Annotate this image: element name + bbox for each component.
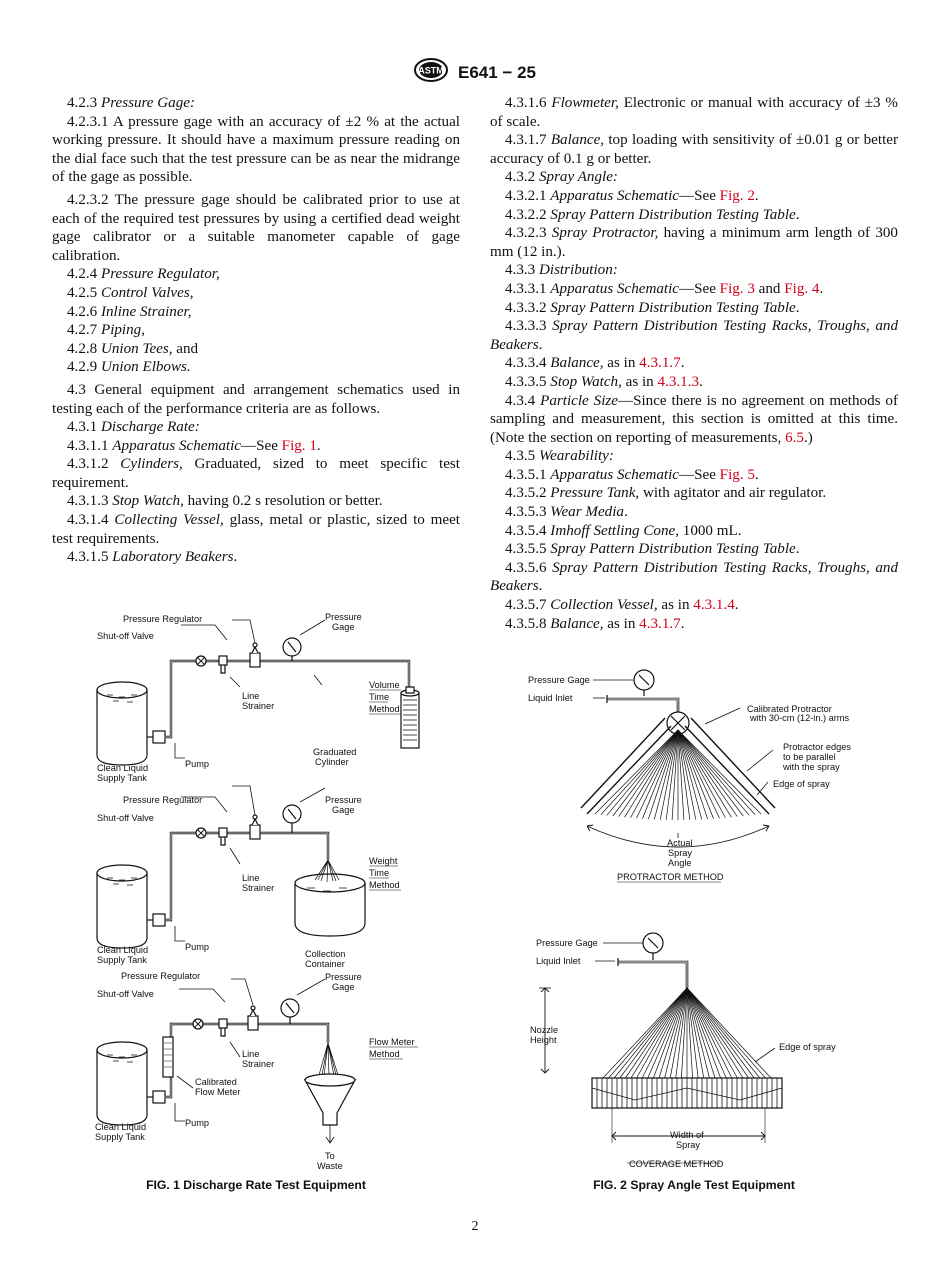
svg-text:Height: Height [530,1035,557,1045]
section-4-2-3: 4.2.3 Pressure Gage: [67,95,196,111]
svg-text:Clean Liquid: Clean Liquid [97,945,149,955]
section-4-2-3-2: 4.2.3.2 The pressure gage should be calibrated prior to use at each of the required test pressures by using a certified dead weight gage calibrator or a suitable manometer capable of gage calibration. [52,191,460,264]
spray-line [595,730,678,814]
section-4-3-2-2: 4.3.2.2 Spray Pattern Distribution Testing Table. [505,206,800,223]
svg-text:Gage: Gage [332,622,355,632]
section-4-3-1-7: 4.3.1.7 Balance, top loading with sensitivity of ±0.01 g or better accuracy of 0.1 g or better. [490,132,898,167]
waste-funnel [305,1080,355,1125]
ref-6-5-link[interactable]: 6.5 [785,429,804,446]
svg-text:Flow Meter: Flow Meter [369,1037,415,1047]
section-4-3-2: 4.3.2 Spray Angle: [505,169,618,186]
svg-text:Liquid Inlet: Liquid Inlet [536,956,581,966]
pressure-regulator [250,653,260,667]
svg-text:ASTM: ASTM [418,65,444,76]
svg-text:Supply Tank: Supply Tank [97,773,147,783]
section-4-3-1-6: 4.3.1.6 Flowmeter, Electronic or manual with accuracy of ±3 % of scale. [490,95,898,130]
spray-line [609,988,687,1078]
svg-text:to be parallel: to be parallel [783,752,836,762]
svg-text:Time: Time [369,692,390,702]
svg-text:Clean Liquid: Clean Liquid [95,1122,147,1132]
spray-line [678,730,720,818]
section-4-3-3-5: 4.3.3.5 Stop Watch, as in 4.3.1.3. [505,373,703,390]
section-4-2-5: 4.2.5 Control Valves, [67,284,194,301]
spray-line [687,988,737,1078]
svg-text:Gage: Gage [332,805,355,815]
svg-text:Shut-off Valve: Shut-off Valve [97,813,154,823]
svg-text:Nozzle: Nozzle [530,1025,559,1035]
svg-text:COVERAGE METHOD: COVERAGE METHOD [629,1159,724,1169]
svg-text:Graduated: Graduated [313,747,357,757]
svg-text:Shut-off Valve: Shut-off Valve [97,631,154,641]
fig-2-caption: FIG. 2 Spray Angle Test Equipment [593,1178,795,1192]
svg-text:Pressure Regulator: Pressure Regulator [121,971,201,981]
svg-text:Waste: Waste [317,1161,343,1171]
section-4-3-2-1: 4.3.2.1 Apparatus Schematic—See Fig. 2. [505,187,759,204]
standard-designation: E641 − 25 [458,62,536,82]
svg-text:To: To [325,1151,335,1161]
spray-line [625,730,678,817]
fig-4-link[interactable]: Fig. 4 [784,280,820,297]
svg-text:Weight: Weight [369,856,398,866]
svg-text:Cylinder: Cylinder [315,757,349,767]
section-4-2-6: 4.2.6 Inline Strainer, [67,303,192,320]
svg-text:Flow Meter: Flow Meter [195,1087,241,1097]
spray-fan-1 [595,730,761,820]
section-4-3: 4.3 General equipment and arrangement schematics used in testing each of the performance criteria are as follows. [52,381,460,417]
spray-fan-2 [603,988,771,1078]
fig-2-diagram [525,668,875,1173]
weight-time-panel [97,786,401,948]
svg-text:Method: Method [369,1049,400,1059]
spray-line [637,988,687,1078]
svg-text:Calibrated Protractor: Calibrated Protractor [747,704,832,714]
svg-text:Line: Line [242,1049,260,1059]
svg-text:Time: Time [369,868,390,878]
fig-1-caption: FIG. 1 Discharge Rate Test Equipment [146,1178,366,1192]
section-4-3-5: 4.3.5 Wearability: [505,448,614,465]
section-4-2-9: 4.2.9 Union Elbows. [67,359,191,376]
section-4-3-3: 4.3.3 Distribution: [505,262,618,279]
fig-1-link[interactable]: Fig. 1 [281,437,317,454]
supply-tank [97,690,147,765]
section-4-3-5-1: 4.3.5.1 Apparatus Schematic—See Fig. 5. [505,466,759,483]
svg-text:Spray: Spray [676,1140,701,1150]
section-4-3-3-3: 4.3.3.3 Spray Pattern Distribution Testing Racks, Troughs, and Beakers. [490,318,898,353]
svg-text:Pressure Regulator: Pressure Regulator [123,795,203,805]
svg-text:Calibrated: Calibrated [195,1077,237,1087]
svg-text:Container: Container [305,959,345,969]
svg-text:Pressure Gage: Pressure Gage [528,675,590,685]
svg-text:Gage: Gage [332,982,355,992]
svg-text:Method: Method [369,880,400,890]
spray-line [678,730,761,814]
spray-line [642,988,687,1078]
svg-text:Width of: Width of [670,1130,704,1140]
section-4-2-3-1: 4.2.3.1 A pressure gage with an accuracy of ±2 % at the actual working pressure. It should have a maximum pressure reading on the dial face such that the test pressure can be as near the midrange of the gage as possible. [52,113,460,186]
astm-logo [414,58,448,87]
section-4-3-1-3: 4.3.1.3 Stop Watch, having 0.2 s resolution or better. [67,493,383,510]
section-4-3-5-6: 4.3.5.6 Spray Pattern Distribution Testing Racks, Troughs, and Beakers. [490,559,898,595]
ref-4-3-1-7-link[interactable]: 4.3.1.7 [639,355,681,372]
spray-line [687,988,771,1078]
section-4-3-4: 4.3.4 Particle Size—Since there is no agreement on methods of sampling and measurement, this section is omitted at this time. (Note the section on reporting of measurements, 6.5.) [490,392,898,446]
section-4-3-1: 4.3.1 Discharge Rate: [67,419,200,436]
protractor-arm-right [685,718,775,814]
section-4-2-4: 4.2.4 Pressure Regulator, [67,266,220,283]
svg-text:Line: Line [242,691,260,701]
svg-text:Strainer: Strainer [242,883,275,893]
svg-text:Edge of spray: Edge of spray [779,1042,836,1052]
pump [153,731,165,743]
section-4-3-5-5: 4.3.5.5 Spray Pattern Distribution Testing Table. [505,541,800,558]
svg-text:Edge of spray: Edge of spray [773,779,830,789]
section-4-3-2-3: 4.3.2.3 Spray Protractor, having a minimum arm length of 300 mm (12 in.). [490,225,898,260]
section-4-3-1-1: 4.3.1.1 Apparatus Schematic—See Fig. 1. [67,437,321,454]
left-column [52,94,460,567]
svg-text:Spray: Spray [668,848,693,858]
section-4-3-5-7: 4.3.5.7 Collection Vessel, as in 4.3.1.4. [505,597,739,614]
svg-text:Strainer: Strainer [242,701,275,711]
fig-5-link[interactable]: Fig. 5 [719,466,755,483]
svg-text:Clean Liquid: Clean Liquid [97,763,149,773]
section-4-3-3-4: 4.3.3.4 Balance, as in 4.3.1.7. [505,355,685,372]
svg-text:Actual: Actual [667,838,693,848]
spray-line [678,730,731,817]
svg-text:Collection: Collection [305,949,346,959]
spray-line [637,730,679,818]
ref-4-3-1-3-link[interactable]: 4.3.1.3 [657,373,700,390]
ref-4-3-1-7b-link[interactable]: 4.3.1.7 [639,615,681,632]
svg-text:Angle: Angle [668,858,692,868]
svg-text:Pressure: Pressure [325,972,362,982]
fig-1-diagram [85,605,435,1180]
section-4-3-1-5: 4.3.1.5 Laboratory Beakers. [67,549,238,566]
right-column [490,94,898,633]
section-4-2-8: 4.2.8 Union Tees, and [67,340,199,357]
svg-text:Strainer: Strainer [242,1059,275,1069]
svg-text:Volume: Volume [369,680,400,690]
section-4-3-3-2: 4.3.3.2 Spray Pattern Distribution Testing Table. [505,299,800,316]
page-number: 2 [471,1219,479,1234]
svg-text:Supply Tank: Supply Tank [95,1132,145,1142]
svg-text:PROTRACTOR METHOD: PROTRACTOR METHOD [617,872,724,882]
svg-text:with 30-cm (12-in.) arms: with 30-cm (12-in.) arms [750,713,850,723]
fig-3-link[interactable]: Fig. 3 [719,280,755,297]
protractor-arm-left [581,718,671,814]
spray-line [687,988,765,1078]
svg-text:Supply Tank: Supply Tank [97,955,147,965]
svg-text:Protractor edges: Protractor edges [783,742,851,752]
svg-text:Liquid Inlet: Liquid Inlet [528,693,573,703]
svg-text:with the spray: with the spray [783,762,840,772]
coverage-method-panel [539,933,782,1163]
svg-text:Pressure Gage: Pressure Gage [536,938,598,948]
spray-line [687,988,732,1078]
spray-line [603,988,687,1078]
section-4-3-1-4: 4.3.1.4 Collecting Vessel, glass, metal or plastic, sized to meet test requirements. [52,512,460,547]
svg-text:Pump: Pump [185,1118,210,1128]
svg-text:Shut-off Valve: Shut-off Valve [97,989,154,999]
page-header [0,58,950,87]
svg-text:Pressure Regulator: Pressure Regulator [123,614,203,624]
line-strainer [219,656,227,665]
svg-text:Pump: Pump [185,759,210,769]
section-4-3-5-3: 4.3.5.3 Wear Media. [505,504,628,521]
svg-text:Line: Line [242,873,260,883]
svg-text:Method: Method [369,704,400,714]
section-4-3-1-2: 4.3.1.2 Cylinders, Graduated, sized to meet specific test requirement. [52,456,460,491]
ref-4-3-1-4-link[interactable]: 4.3.1.4 [693,597,735,614]
svg-text:Pressure: Pressure [325,795,362,805]
fig-2-link[interactable]: Fig. 2 [719,187,755,204]
section-4-3-3-1: 4.3.3.1 Apparatus Schematic—See Fig. 3 and Fig. 4. [505,280,824,297]
svg-text:Pump: Pump [185,942,210,952]
supply-tank-top [97,682,147,698]
section-4-3-5-2: 4.3.5.2 Pressure Tank, with agitator and air regulator. [505,485,827,502]
section-4-3-5-8: 4.3.5.8 Balance, as in 4.3.1.7. [505,615,685,632]
section-4-3-5-4: 4.3.5.4 Imhoff Settling Cone, 1000 mL. [505,522,742,539]
section-4-2-7: 4.2.7 Piping, [67,322,145,339]
svg-text:Pressure: Pressure [325,612,362,622]
